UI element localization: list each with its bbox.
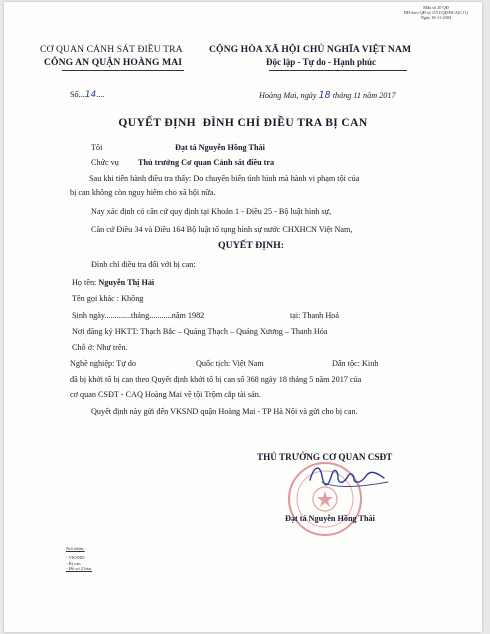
legal-basis-paragraph: Căn cứ Điều 34 và Điều 164 Bộ luật tố tụng hình sự nước CHXHCN Việt Nam, xyxy=(91,225,353,234)
signer-name: Đạt tá Nguyễn Hồng Thái xyxy=(285,514,375,523)
issuer-position: Thủ trưởng Cơ quan Cảnh sát điều tra xyxy=(138,158,275,167)
suspect-ethnicity: Dân tộc: Kinh xyxy=(332,359,379,368)
national-slogan: Độc lập - Tự do - Hạnh phúc xyxy=(266,57,377,67)
slogan-divider xyxy=(269,70,407,71)
form-code-line: BH theo QĐ số 1151/QĐ-BCA(C11) xyxy=(404,10,468,16)
issuer-name: Đạt tá Nguyễn Hồng Thái xyxy=(175,143,265,152)
recipient-item: - Hồ sơ 2 bản. xyxy=(66,566,93,572)
agency-unit: CÔNG AN QUẬN HOÀNG MAI xyxy=(44,57,183,68)
suspect-name-row xyxy=(72,278,154,287)
agency-divider xyxy=(62,70,184,71)
prosecution-reference: đã bị khởi tố bị can theo Quyết định khởi tố bị can số 368 ngày 18 tháng 5 năm 2017 của xyxy=(70,375,362,384)
recipient-item: - Bị can xyxy=(66,560,81,566)
suspect-name: Nguyễn Thị Hải xyxy=(98,278,155,287)
suspect-occupation: Nghề nghiệp: Tự do xyxy=(70,359,136,368)
document-number-handwritten: 14 xyxy=(84,90,97,100)
issuer-position-label: Chức vụ xyxy=(91,158,119,167)
date-month-year: tháng 11 năm 2017 xyxy=(332,91,396,100)
suspect-nationality: Quốc tịch: Việt Nam xyxy=(196,359,264,368)
decision-heading: QUYẾT ĐỊNH: xyxy=(218,240,284,251)
suspect-alias: Tên gọi khác : Không xyxy=(72,294,144,303)
date-place: Hoàng Mai, ngày xyxy=(259,91,317,100)
form-code xyxy=(396,5,476,21)
recipients-label: Nơi nhận: xyxy=(66,546,85,551)
form-code-line: Mẫu số 20 QĐ xyxy=(423,5,449,10)
national-motto: CỘNG HÒA XÃ HỘI CHỦ NGHĨA VIỆT NAM xyxy=(209,44,412,55)
form-code-line: Ngày 18-11-2004 xyxy=(420,15,452,21)
suspect-intro: Đình chỉ điều tra đối với bị can: xyxy=(91,260,196,269)
agency-name: CƠ QUAN CẢNH SÁT ĐIỀU TRA xyxy=(40,44,183,55)
decision-document xyxy=(4,2,482,632)
suspect-current-address: Chỗ ở: Như trên. xyxy=(72,343,128,352)
document-number-dots: .... xyxy=(96,90,105,99)
reason-paragraph-cont: bị can không còn nguy hiểm cho xã hội nữa. xyxy=(70,188,216,197)
suspect-birth-place: tại: Thanh Hoá xyxy=(290,311,339,320)
date-line xyxy=(259,90,396,101)
signature-heading: THỦ TRƯỞNG CƠ QUAN CSĐT xyxy=(257,452,393,462)
reason-paragraph: Sau khi tiến hành điều tra thấy: Do chuyển biến tình hình mà hành vi phạm tội của xyxy=(89,174,360,183)
recipients-block xyxy=(66,546,92,572)
handwritten-signature xyxy=(304,458,394,498)
distribution-paragraph: Quyết định này gửi đến VKSND quận Hoàng Mai - TP Hà Nội và gửi cho bị can. xyxy=(91,407,358,416)
prosecution-reference-cont: cơ quan CSĐT - CAQ Hoàng Mai về tội Trộm cắp tài sản. xyxy=(70,390,261,399)
document-number xyxy=(70,90,104,100)
legal-basis-paragraph: Nay xác định có căn cứ quy định tại Khoản 1 - Điều 25 - Bộ luật hình sự, xyxy=(91,207,332,216)
issuer-label: Tôi xyxy=(91,143,103,152)
document-title: QUYẾT ĐỊNH ĐÌNH CHỈ ĐIỀU TRA BỊ CAN xyxy=(118,117,368,129)
suspect-birth: Sinh ngày.............tháng...........năm 1982 xyxy=(72,311,205,320)
date-day-handwritten: 18 xyxy=(318,90,331,101)
document-number-prefix: Số xyxy=(70,90,79,99)
suspect-name-label: Họ tên: xyxy=(72,278,97,287)
suspect-residence: Nơi đăng ký HKTT: Thạch Bắc – Quảng Thạch – Quảng Xương – Thanh Hóa xyxy=(72,327,328,336)
document-number-dots: ... xyxy=(78,90,85,99)
recipient-item: - VKSND xyxy=(66,554,85,560)
